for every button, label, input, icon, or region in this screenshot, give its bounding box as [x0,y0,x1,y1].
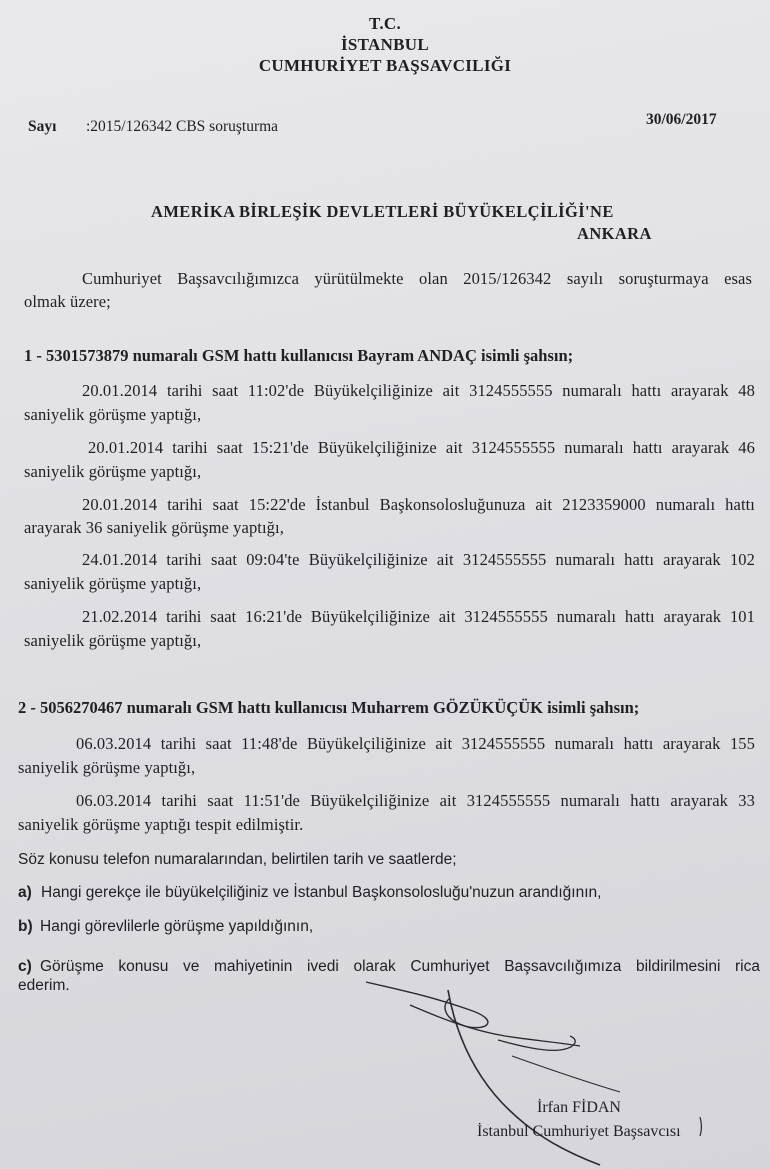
call-6-line-2: saniyelik görüşme yaptığı, [18,758,196,777]
section-2-heading: 2 - 5056270467 numaralı GSM hattı kullanıcısı Muharrem GÖZÜKÜÇÜK isimli şahsın; [18,698,640,717]
item-a-label: a) [18,884,32,901]
call-2-line-1: 20.01.2014 tarihi saat 15:21'de Büyükelçiliğinize ait 3124555555 numaralı hattı arayarak 46 [88,438,755,457]
item-c-label: c) [18,958,32,975]
signatory-title: İstanbul Cumhuriyet Başsavcısı [477,1123,681,1140]
item-b-text: Hangi görevlilerle görüşme yapıldığının, [40,918,314,935]
item-b-label: b) [18,918,33,935]
call-2-line-2: saniyelik görüşme yaptığı, [24,462,202,481]
recipient-name: AMERİKA BİRLEŞİK DEVLETLERİ BÜYÜKELÇİLİĞİ'NE [151,202,614,221]
header-city: İSTANBUL [340,35,430,54]
recipient-city: ANKARA [577,224,652,243]
call-4-line-1: 24.01.2014 tarihi saat 09:04'te Büyükelçiliğinize ait 3124555555 numaralı hattı arayarak 102 [82,550,755,569]
call-5-line-1: 21.02.2014 tarihi saat 16:21'de Büyükelçiliğinize ait 3124555555 numaralı hattı arayarak 101 [82,607,755,626]
header-tc: T.C. [368,14,402,33]
reference-label: Sayı [28,118,57,135]
call-7-line-1: 06.03.2014 tarihi saat 11:51'de Büyükelçiliğinize ait 3124555555 numaralı hattı arayarak 33 [76,791,755,810]
call-5-line-2: saniyelik görüşme yaptığı, [24,631,202,650]
call-3-line-1: 20.01.2014 tarihi saat 15:22'de İstanbul Başkonsolosluğunuza ait 2123359000 numaralı hattı [82,495,755,514]
call-3-line-2: arayarak 36 saniyelik görüşme yaptığı, [24,518,284,537]
reference-number: :2015/126342 CBS soruşturma [86,118,279,135]
request-intro: Söz konusu telefon numaralarından, belirtilen tarih ve saatlerde; [18,851,457,868]
signatory-name: İrfan FİDAN [537,1099,621,1116]
item-c-text-line-2: ederim. [18,977,70,994]
call-4-line-2: saniyelik görüşme yaptığı, [24,574,202,593]
call-1-line-2: saniyelik görüşme yaptığı, [24,405,202,424]
header-office: CUMHURİYET BAŞSAVCILIĞI [258,56,512,75]
call-6-line-1: 06.03.2014 tarihi saat 11:48'de Büyükelçiliğinize ait 3124555555 numaralı hattı arayarak 155 [76,734,755,753]
item-a-text: Hangi gerekçe ile büyükelçiliğiniz ve İstanbul Başkonsolosluğu'nuzun arandığının, [41,884,602,901]
section-1-heading: 1 - 5301573879 numaralı GSM hattı kullanıcısı Bayram ANDAÇ isimli şahsın; [24,346,574,365]
document-date: 30/06/2017 [646,111,717,128]
item-c-text-line-1: Görüşme konusu ve mahiyetinin ivedi olarak Cumhuriyet Başsavcılığımıza bildirilmesini rica [40,958,760,975]
call-1-line-1: 20.01.2014 tarihi saat 11:02'de Büyükelçiliğinize ait 3124555555 numaralı hattı arayarak 48 [82,381,755,400]
call-7-line-2: saniyelik görüşme yaptığı tespit edilmiştir. [18,815,304,834]
intro-line-2: olmak üzere; [24,292,111,311]
intro-line-1: Cumhuriyet Başsavcılığımızca yürütülmekte olan 2015/126342 sayılı soruşturmaya esas [82,269,752,288]
